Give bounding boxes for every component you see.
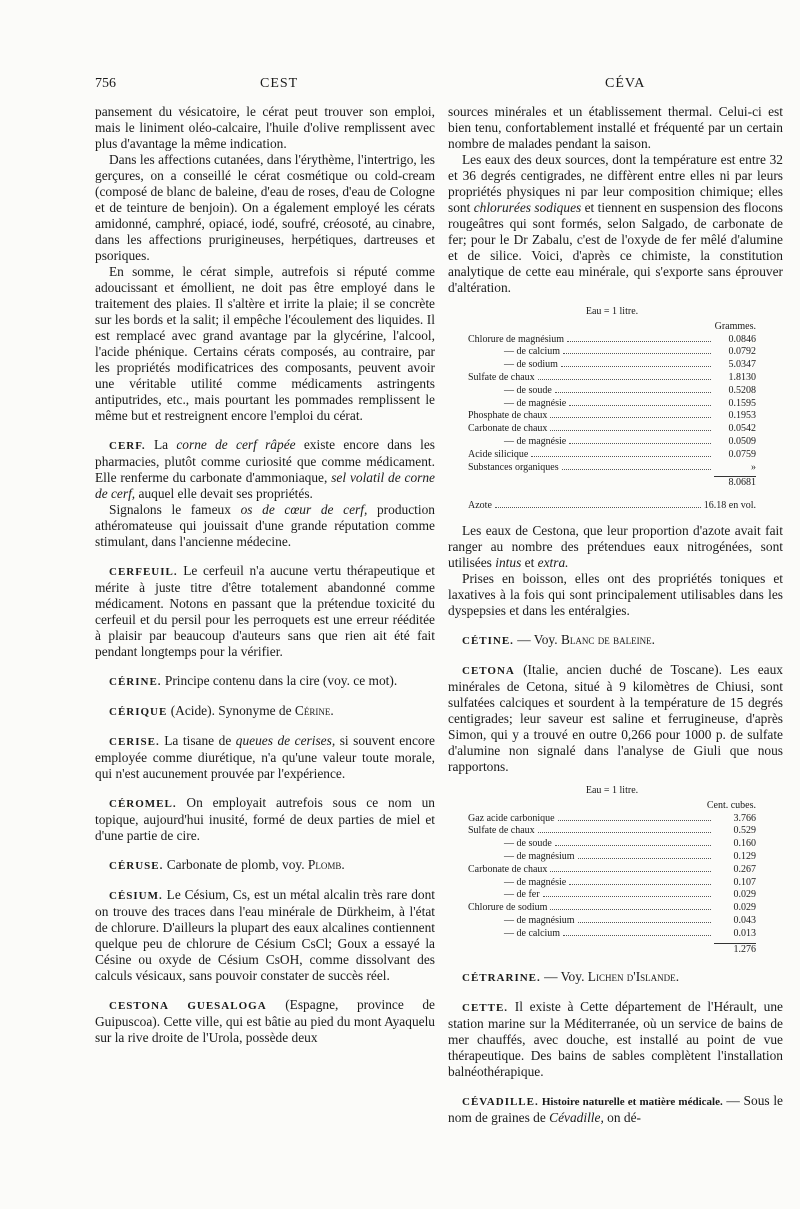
table-cell-value: 0.267 [733,863,756,875]
table-cell-name: — de magnésie [504,876,567,888]
table-row [468,334,756,347]
italic-term: chlorurées sodiques [473,200,582,215]
headword: CETTE. [462,1002,509,1015]
italic-term: os de cœur de cerf, [240,502,368,517]
entry-text: — Voy. [540,969,588,985]
leader-dots [561,366,711,367]
table-row [468,813,756,826]
leader-dots [567,341,711,342]
table-total-value: 1.276 [714,943,756,957]
entry-cetona [448,662,783,775]
entry-text: Les eaux de Cestona, que leur proportion d'azote avait fait ranger au nombre des prétendues eaux nitrogénées, sont utilisées [448,522,783,570]
entry-text: . [341,857,345,872]
table-cell-name: Carbonate de chaux [468,423,548,435]
table-cell-value: 0.029 [733,889,756,901]
table-rows [468,334,756,475]
table-total-value: 8.0681 [714,476,756,490]
entry-text: on dé- [603,1110,642,1126]
entry-text: La [145,437,177,452]
leader-dots [569,405,711,406]
entry-text: et [521,554,538,570]
table-caption: Eau = 1 litre. [585,306,639,317]
headword: CESTONA GUESALOGA [109,1000,267,1012]
table-cell-name: — de calcium [504,346,561,358]
table-cell-name: Chlorure de magnésium [468,333,565,345]
table-row [468,359,756,372]
table-row [468,423,756,436]
headword: CÉTINE. [462,634,514,647]
entry-text: Il existe à Cette département de l'Hérault, une station marine sur la Méditerranée, où un service de bains de mer chauffés, avec douche, est installé au point de vue thérapeutique. Des bains de sables complètent l'installation balnéothérapique. [448,999,783,1080]
leader-dots [550,417,711,418]
azote-value: 16.18 en vol. [703,500,756,512]
table-cell-name: — de magnésium [504,850,575,862]
table-caption: Eau = 1 litre. [585,784,639,796]
entry-text: Signalons le fameux [109,502,241,517]
entry-text: production athéromateuse qui jouissait d'une grande réputation comme stimulant, dans l'ancienne médecine. [95,502,435,549]
italic-term: corne de cerf râpée [176,437,296,452]
paragraph: Prises en boisson, elles ont des propriétés toniques et laxatives à la fois qui sont principalement utilisables dans les dyspepsies et dans les entéralgies. [448,570,783,618]
table-cell-name: Carbonate de chaux [468,863,548,875]
table-row [468,398,756,411]
entry-text: si souvent encore employée comme diurétique, n'a qu'une valeur toute morale, qui n'est aucunement prouvée par l'expérience. [95,733,435,781]
paragraph [448,152,783,296]
entry-text: Le cerfeuil n'a aucune vertu thérapeutique et mérite à juste titre d'être totalement abandonné comme médicament. Notons en passant que la prétendue toxicité du cerfeuil et du persil pour les perroquets est une erreur rééditée à plaisir par beaucoup d'auteurs sans que rien ait été fait pendant longtemps pour la vérifier. [95,563,435,659]
table-cell-name: — de magnésium [504,914,575,926]
table-cell-name: Sulfate de chaux [468,825,535,837]
leader-dots [550,909,711,910]
table-row [468,346,756,359]
entry-text: On employait autrefois sous ce nom un topique, aujourd'hui inusité, formé de deux parties de miel et d'une partie de cire. [95,795,435,843]
headword: CÉVADILLE. [462,1096,539,1109]
leader-dots [555,845,711,846]
table-cell-value: 3.766 [733,812,756,824]
entry-text: Carbonate de plomb, voy. [163,857,308,872]
page-header [95,76,780,96]
table-cell-value: 0.160 [733,838,756,850]
entry-text: auquel elle devait ses propriétés. [135,486,313,501]
entry-cerfeuil [95,563,435,660]
entry-text: . [330,703,334,718]
italic-term: queues de cerises, [235,733,336,748]
table-cell-value: 0.107 [733,876,756,888]
entry-cesium [95,887,435,984]
entry-ceruse [95,857,435,874]
table-unit: Cent. cubes. [706,799,756,811]
entry-text: . [675,969,680,985]
table-row [468,462,756,475]
leader-dots [531,456,711,457]
right-column [448,104,783,1126]
entry-text: La tisane de [159,733,236,748]
table-row [468,449,756,462]
running-head-right: CÉVA [605,76,646,91]
paragraph [448,523,783,571]
table-row [468,864,756,877]
table-cell-name: Sulfate de chaux [468,371,535,383]
entry-text: Principe contenu dans la cire (voy. ce mot). [161,673,398,688]
table-cell-name: — de soude [504,384,552,396]
table-cell-name: Substances organiques [468,461,559,473]
table-cell-value: 0.0846 [728,333,756,345]
table-row [468,410,756,423]
entry-text: Les eaux des deux sources, dont la température est entre 32 et 36 degrés centigrades, ne diffèrent entre elles ni par leurs propriétés physiques ni par leur composition chimique; elles sont [448,152,783,215]
paragraph: Dans les affections cutanées, dans l'érythème, l'intertrigo, les gerçures, on a conseillé le cérat cosmétique ou cold-cream (composé de blanc de baleine, d'eau de roses, d'eau de Cologne et de teinture de benjoin). On a également employé les cérats amidonné, camphré, opiacé, iodé, soufré, créosoté, au cinabre, dans les affections prurigineuses, herpétiques, dartreuses et psoriques. [95,152,435,263]
table-cell-value: 0.5208 [728,384,756,396]
page-number: 756 [95,76,116,91]
table-cell-name: — de calcium [504,927,561,939]
table-cell-value: 0.029 [733,902,756,914]
paragraph: pansement du vésicatoire, le cérat peut trouver son emploi, mais le liniment oléo-calcaire, l'huile d'olive remplissent avec plus d'avantage la même indication. [95,104,435,151]
entry-cerine [95,673,435,690]
entry-cerise [95,733,435,782]
table-cell-name: — de magnésie [504,397,567,409]
table-cell-name: — de soude [504,838,552,850]
entry-cette [448,999,783,1080]
headword: CERFEUIL. [109,566,178,578]
headword: CÉROMEL. [109,798,177,810]
table-rows [468,813,756,941]
left-column [95,104,435,1046]
table-cell-value: 0.0509 [728,435,756,447]
headword: CÉRIQUE [109,706,168,718]
table-cell-value: 0.013 [733,927,756,939]
table-row [468,902,756,915]
table-cell-value: 0.1595 [728,397,756,409]
analysis-table-cestona [468,306,756,513]
headword: CÉRUSE. [109,860,164,872]
entry-text: existe encore dans les pharmacies, plutôt comme curiosité que comme médicament. Elle renferme du carbonate d'ammoniaque, [95,437,435,485]
table-cell-value: 0.529 [733,825,756,837]
headword: CERISE. [109,736,160,748]
table-cell-name: — de fer [504,889,540,901]
analysis-table-cetona [468,785,756,956]
leader-dots [558,820,711,821]
table-cell-value: 0.1953 [728,410,756,422]
entry-cetrarine [448,969,783,986]
leader-dots [569,884,711,885]
paragraph: En somme, le cérat simple, autrefois si réputé comme adoucissant et émollient, ne doit pas être employé dans le traitement des plaies. Il s'altère et irrite la plaie; il se concrète sur les bords et la salit; il empêche l'écoulement des liquides. Il est remplacé avec grand avantage par la glycérine, l'alcool, l'acide phénique. Certains cérats composés, au contraire, par les propriétés modificatrices des composants, peuvent avoir une véritable utilité comme médicaments astringents antiputrides, etc., mais pourtant les pommades remplissent le même but et restreignent encore l'emploi du cérat. [95,264,435,423]
leader-dots [562,469,711,470]
leader-dots [578,858,711,859]
table-cell-value: 5.0347 [728,359,756,371]
leader-dots [578,922,711,923]
leader-dots [550,871,711,872]
entry-cestona [95,997,435,1046]
table-row [468,928,756,941]
table-cell-value: » [751,461,756,473]
entry-text: . [651,631,655,647]
entry-cerique [95,703,435,720]
table-cell-name: Acide silicique [468,448,529,460]
headword: CETONA [462,664,515,677]
table-row [468,851,756,864]
italic-term: extra. [537,554,569,570]
table-total [468,941,756,957]
leader-dots [569,443,711,444]
leader-dots [555,392,711,393]
headword: CÉTRARINE. [462,972,541,985]
table-row [468,372,756,385]
italic-term: Cévadille, [549,1110,604,1126]
paragraph: sources minérales et un établissement thermal. Celui-ci est bien tenu, confortablement installé et fréquenté par un certain nombre de malades pendant la saison. [448,104,783,151]
table-row [468,385,756,398]
leader-dots [563,935,711,936]
table-cell-name: — de sodium [504,359,558,371]
headword: CERF. [109,440,146,452]
headword: CÉRINE. [109,676,162,688]
table-cell-value: 1.8130 [728,371,756,383]
entry-ceromel [95,795,435,844]
entry-text: (Acide). Synonyme de [167,703,295,718]
cross-reference: Blanc de baleine [560,631,652,647]
italic-term: sel volatil de corne de cerf, [95,470,436,501]
table-cell-value: 0.0759 [728,448,756,460]
leader-dots [550,430,711,431]
cross-reference: Plomb [307,857,342,872]
cross-reference: Cérine [294,703,331,718]
entry-text: — Sous le nom de graines de [448,1093,783,1126]
leader-dots [538,379,711,380]
leader-dots [495,507,701,508]
subheading: Histoire naturelle et matière médicale. [538,1096,723,1109]
cross-reference: Lichen d'Islande [587,969,676,985]
table-row [468,915,756,928]
table-cell-value: 0.129 [733,850,756,862]
entry-text: — Voy. [513,631,561,647]
leader-dots [538,832,711,833]
table-cell-name: Gaz acide carbonique [468,812,555,824]
table-cell-name: Chlorure de sodium [468,902,548,914]
table-row [468,838,756,851]
entry-text: (Espagne, province de Guipuscoa). Cette ville, qui est bâtie au pied du mont Ayaquelu sur la rive droite de l'Urola, possède deux [95,997,435,1045]
entry-text: et tiennent en suspension des flocons rougeâtres qui sont formés, selon Salgado, de carbonate de fer; pour le Dr Zabalu, c'est de l'oxyde de fer mêlé d'alumine et de silice. Voici, d'après ce chimiste, la constitution analytique de cette eau minérale, qui s'exporte sans éprouver d'altération. [448,200,783,295]
azote-row [468,500,756,513]
entry-cevadille [448,1093,783,1126]
table-cell-value: 0.0542 [728,423,756,435]
table-cell-value: 0.043 [733,914,756,926]
headword: CÉSIUM. [109,890,163,902]
table-row [468,436,756,449]
entry-text: Le Césium, Cs, est un métal alcalin très rare dont on trouve des traces dans l'eau minérale de Dürkheim, à l'état de chlorure. D'ailleurs la plupart des eaux alcalines contiennent quelque peu de chlorure de Césium CsCl; Goux a essayé la Césine ou oxyde de Césium CsOH, comme dissolvant des calculs vésicaux, sans pouvoir constater de succès réel. [95,887,435,983]
table-unit: Grammes. [714,320,756,332]
table-cell-value: 0.0792 [728,346,756,358]
table-row [468,889,756,902]
table-cell-name: Phosphate de chaux [468,410,548,422]
running-head-left: CEST [260,76,299,91]
entry-cetine [448,632,783,649]
entry-text: (Italie, ancien duché de Toscane). Les eaux minérales de Cetona, situé à 9 kilomètres de Chiusi, sont sulfatées calciques et sourdent à la température de 15 degrés centigrades; leur saveur est saline et ferrugineuse, d'après Simon, qui y a trouvé en outre 0,266 pour 1000 p. de sulfate d'alumine non signalé dans l'analyse de Giuli que nous rapportons. [448,661,783,774]
table-row [468,877,756,890]
table-row [468,825,756,838]
azote-label: Azote [468,500,492,512]
table-cell-name: — de magnésie [504,435,567,447]
entry-cerf [95,437,435,550]
leader-dots [563,353,711,354]
table-total [468,474,756,490]
italic-term: intus [495,554,522,570]
leader-dots [543,896,711,897]
